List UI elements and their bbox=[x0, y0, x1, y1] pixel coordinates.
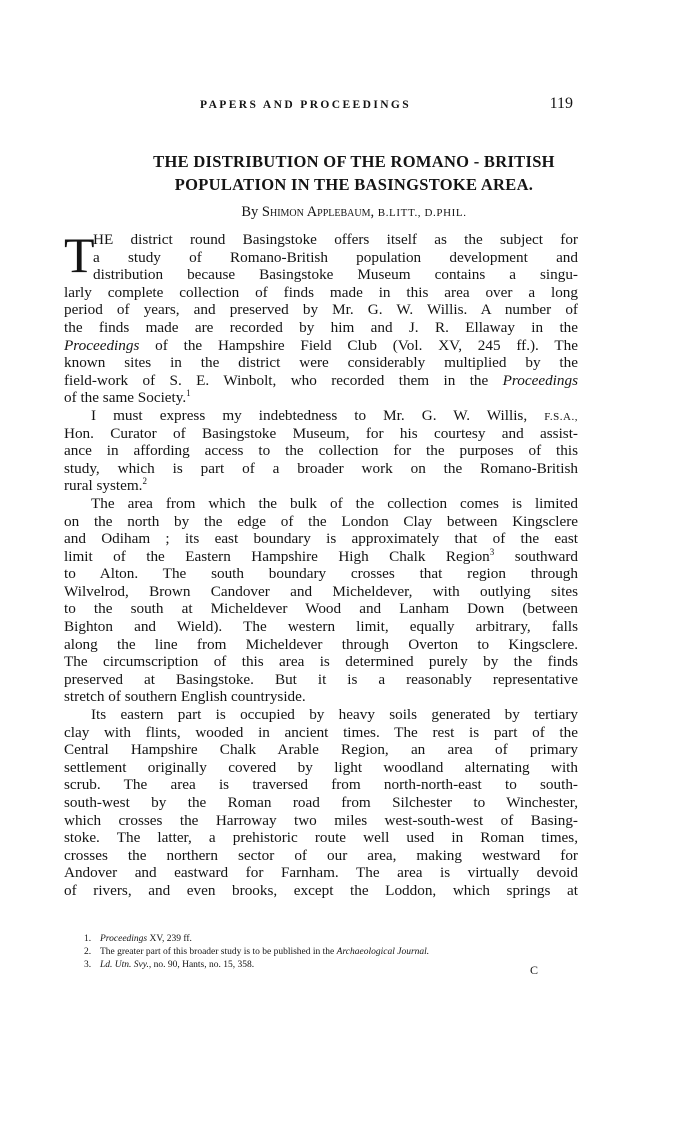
text-line: to Alton. The south boundary crosses that region through bbox=[64, 565, 578, 583]
text-line: period of years, and preserved by Mr. G. W. Willis. A number of bbox=[64, 301, 578, 319]
text-line: The circumscription of this area is determined purely by the finds bbox=[64, 653, 578, 671]
paragraph-2 bbox=[64, 407, 578, 495]
footnote-2: 2. The greater part of this broader study is to be published in the Archaeological Journal. bbox=[84, 947, 430, 957]
text-line: known sites in the district were considerably multiplied by the bbox=[64, 354, 578, 372]
text-line: Wilvelrod, Brown Candover and Micheldever, with outlying sites bbox=[64, 582, 578, 600]
text-line: south-west by the Roman road from Silchester to Winchester, bbox=[64, 794, 578, 811]
drop-cap: T bbox=[64, 227, 95, 283]
paragraph-4 bbox=[64, 706, 578, 900]
text-line: Proceedings of the Hampshire Field Club (Vol. XV, 245 ff.). The bbox=[64, 336, 578, 354]
text-line: field-work of S. E. Winbolt, who recorded them in the Proceedings bbox=[64, 371, 578, 389]
text-line: Central Hampshire Chalk Arable Region, an area of primary bbox=[64, 741, 578, 759]
byline-author: Shimon Applebaum, bbox=[261, 204, 375, 220]
footnote-1: 1. Proceedings XV, 239 ff. bbox=[84, 934, 192, 944]
text-line: larly complete collection of finds made in this area over a long bbox=[64, 283, 578, 301]
text-line: distribution because Basingstoke Museum contains a singu- bbox=[93, 266, 578, 284]
byline bbox=[74, 204, 634, 221]
article-title bbox=[74, 150, 634, 196]
title-line-1: THE DISTRIBUTION OF THE ROMANO - BRITISH bbox=[153, 152, 555, 171]
text-line: HE district round Basingstoke offers itself as the subject for bbox=[93, 231, 578, 248]
footnote-3: 3. Ld. Utn. Svy., no. 90, Hants, no. 15, 358. bbox=[84, 960, 255, 970]
text-line: Andover and eastward for Farnham. The area is virtually devoid bbox=[64, 864, 578, 882]
italic-proceedings: Proceedings bbox=[64, 336, 140, 354]
text-line: I must express my indebtedness to Mr. G. W. Willis, F.S.A., bbox=[91, 406, 578, 424]
text-line: rural system.$^2$ bbox=[64, 476, 147, 495]
text-line: stretch of southern English countryside. bbox=[64, 688, 306, 706]
text-line: along the line from Micheldever through Overton to Kingsclere. bbox=[64, 635, 578, 653]
text-line: and Odiham ; its east boundary is approximately that of the east bbox=[64, 530, 578, 548]
text-line: Its eastern part is occupied by heavy soils generated by tertiary bbox=[91, 706, 578, 724]
text-line: ance in affording access to the collection for the purposes of this bbox=[64, 442, 578, 460]
text-line: of rivers, and even brooks, except the Loddon, which springs at bbox=[64, 881, 578, 899]
page-number: 119 bbox=[549, 95, 573, 112]
paragraph-3 bbox=[64, 495, 578, 706]
text-line: settlement originally covered by light woodland alternating with bbox=[64, 758, 578, 776]
text-line: stoke. The latter, a prehistoric route well used in Roman times, bbox=[64, 829, 578, 847]
text-line: preserved at Basingstoke. But it is a reasonably representative bbox=[64, 670, 578, 688]
running-head: PAPERS AND PROCEEDINGS bbox=[200, 99, 412, 111]
text-line: clay with flints, wooded in ancient times. The rest is part of the bbox=[64, 723, 578, 741]
page-header bbox=[200, 95, 573, 113]
text-line: which crosses the Harroway two miles west-south-west of Basing- bbox=[64, 811, 578, 829]
text-line: a study of Romano-British population development and bbox=[93, 248, 578, 266]
text-line: to the south at Micheldever Wood and Lanham Down (between bbox=[64, 600, 578, 618]
signature-mark: C bbox=[530, 963, 539, 977]
paragraph-1 bbox=[64, 227, 578, 407]
text-line: study, which is part of a broader work on the Romano-British bbox=[64, 459, 578, 477]
text-line: on the north by the edge of the London Clay between Kingsclere bbox=[64, 512, 578, 530]
fsa-abbrev: F.S.A., bbox=[544, 410, 578, 423]
byline-prefix: By bbox=[241, 204, 259, 220]
title-line-2: POPULATION IN THE BASINGSTOKE AREA. bbox=[174, 175, 534, 194]
text-line: The area from which the bulk of the collection comes is limited bbox=[91, 494, 578, 512]
article-body bbox=[64, 227, 578, 900]
text-line: limit of the Eastern Hampshire High Chalk Region$^3$ southward bbox=[64, 546, 578, 565]
byline-degrees: B.LITT., D.PHIL. bbox=[377, 207, 467, 219]
text-line: the finds made are recorded by him and J. R. Ellaway in the bbox=[64, 318, 578, 336]
text-line: of the same Society.$^1$ bbox=[64, 388, 191, 407]
footnote-ref[interactable]: 1 bbox=[186, 388, 191, 399]
footnotes bbox=[84, 933, 584, 972]
text-line: scrub. The area is traversed from north-north-east to south- bbox=[64, 776, 578, 794]
footnote-ref[interactable]: 2 bbox=[142, 476, 147, 487]
footnote-ref[interactable]: 3 bbox=[489, 546, 495, 557]
text-line: Bighton and Wield). The western limit, equally arbitrary, falls bbox=[64, 618, 578, 636]
text-line: Hon. Curator of Basingstoke Museum, for his courtesy and assist- bbox=[64, 424, 578, 442]
text-line: crosses the northern sector of our area, making westward for bbox=[64, 846, 578, 864]
italic-proceedings: Proceedings bbox=[502, 371, 578, 389]
